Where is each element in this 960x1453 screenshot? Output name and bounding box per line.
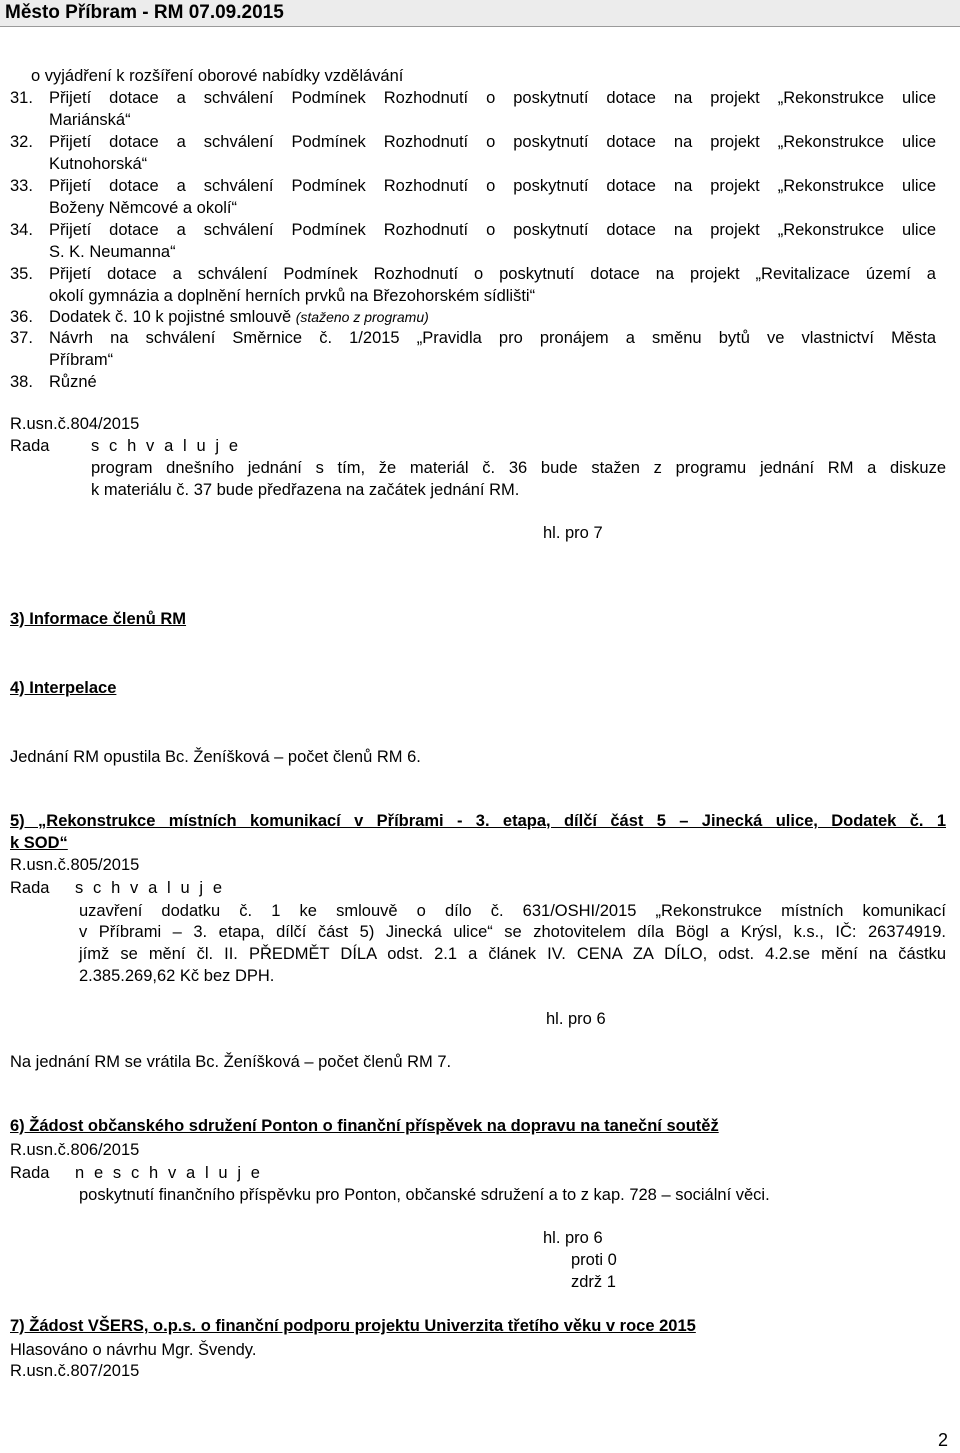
resolution-number: R.usn.č.804/2015 xyxy=(10,415,140,433)
resolution-verb: n e s c h v a l u j e xyxy=(75,1164,263,1182)
agenda-item-text: Přijetí dotace a schválení Podmínek Rozhodnutí o poskytnutí dotace na projekt „Rekonstrukce ulice xyxy=(49,133,936,151)
agenda-item-text: Přijetí dotace a schválení Podmínek Rozhodnutí o poskytnutí dotace na projekt „Revitalizace území a xyxy=(49,265,936,283)
voting-note: Hlasováno o návrhu Mgr. Švendy. xyxy=(10,1341,257,1359)
agenda-item-text-cont: okolí gymnázia a doplnění herních prvků na Březohorském sídlišti“ xyxy=(49,287,536,305)
section-heading: 3) Informace členů RM xyxy=(10,610,187,628)
agenda-item-number: 32. xyxy=(10,133,33,151)
agenda-item-number: 33. xyxy=(10,177,33,195)
resolution-number: R.usn.č.805/2015 xyxy=(10,856,140,874)
attendance-note: Jednání RM opustila Bc. Ženíšková – počet členů RM 6. xyxy=(10,748,421,766)
agenda-item-number: 37. xyxy=(10,329,33,347)
agenda-item-text-cont: S. K. Neumanna“ xyxy=(49,243,176,261)
section-heading-cont: k SOD“ xyxy=(10,834,68,852)
agenda-item-text-cont: Kutnohorská“ xyxy=(49,155,148,173)
resolution-verb: s c h v a l u j e xyxy=(91,437,241,455)
resolution-body: Rada xyxy=(10,437,50,455)
vote-result: hl. pro 7 xyxy=(543,524,603,542)
agenda-item-text-cont: Boženy Němcové a okolí“ xyxy=(49,199,238,217)
agenda-item-text: Návrh na schválení Směrnice č. 1/2015 „Pravidla pro pronájem a směnu bytů ve vlastnictví Města xyxy=(49,329,936,347)
resolution-text-cont: 2.385.269,62 Kč bez DPH. xyxy=(79,967,275,985)
resolution-number: R.usn.č.806/2015 xyxy=(10,1141,140,1159)
section-heading: 6) Žádost občanského sdružení Ponton o finanční příspěvek na dopravu na taneční soutěž xyxy=(10,1117,719,1135)
vote-result: hl. pro 6 xyxy=(546,1010,606,1028)
page-number: 2 xyxy=(937,1430,948,1450)
resolution-text-cont: jímž se mění čl. II. PŘEDMĚT DÍLA odst. 2.1 a článek IV. CENA ZA DÍLO, odst. 4.2.se mění na částku xyxy=(79,945,946,963)
section-heading: 7) Žádost VŠERS, o.p.s. o finanční podporu projektu Univerzita třetího věku v roce 2015 xyxy=(10,1317,696,1335)
vote-result: hl. pro 6 xyxy=(543,1229,603,1247)
agenda-item-36-note: (staženo z programu) xyxy=(295,309,429,325)
document-title: Město Příbram - RM 07.09.2015 xyxy=(5,2,284,23)
agenda-item-text-cont: Příbram“ xyxy=(49,351,114,369)
agenda-item-36-text: Dodatek č. 10 k pojistné smlouvě xyxy=(49,308,292,326)
resolution-verb: s c h v a l u j e xyxy=(75,879,225,897)
agenda-item-text: Přijetí dotace a schválení Podmínek Rozhodnutí o poskytnutí dotace na projekt „Rekonstrukce ulice xyxy=(49,177,936,195)
resolution-body: Rada xyxy=(10,879,50,897)
agenda-item-number: 38. xyxy=(10,373,33,391)
resolution-text: program dnešního jednání s tím, že materiál č. 36 bude stažen z programu jednání RM a diskuze xyxy=(91,459,946,477)
agenda-item-number: 31. xyxy=(10,89,33,107)
agenda-item-text: Různé xyxy=(49,373,97,391)
agenda-item-text: Přijetí dotace a schválení Podmínek Rozhodnutí o poskytnutí dotace na projekt „Rekonstrukce ulice xyxy=(49,221,936,239)
resolution-number: R.usn.č.807/2015 xyxy=(10,1362,140,1380)
attendance-note: Na jednání RM se vrátila Bc. Ženíšková – počet členů RM 7. xyxy=(10,1053,452,1071)
document-header xyxy=(0,0,960,27)
vote-abstain: zdrž 1 xyxy=(571,1273,616,1291)
resolution-text: uzavření dodatku č. 1 ke smlouvě o dílo č. 631/OSHI/2015 „Rekonstrukce místních komunikací xyxy=(79,902,946,920)
resolution-text: poskytnutí finančního příspěvku pro Ponton, občanské sdružení a to z kap. 728 – sociální věci. xyxy=(79,1186,770,1204)
agenda-item-text xyxy=(49,306,429,328)
agenda-item-text-cont: Mariánská“ xyxy=(49,111,131,129)
resolution-text-cont: k materiálu č. 37 bude předřazena na začátek jednání RM. xyxy=(91,481,520,499)
section-heading: 5) „Rekonstrukce místních komunikací v Příbrami - 3. etapa, dílčí část 5 – Jinecká ulice, Dodatek č. 1 xyxy=(10,812,946,830)
resolution-text-cont: v Příbrami – 3. etapa, dílčí část 5) Jinecká ulice“ se zhotovitelem díla Bögl a Krýsl, k.s., IČ: 26374919. xyxy=(79,923,946,941)
resolution-body: Rada xyxy=(10,1164,50,1182)
agenda-item-number: 36. xyxy=(10,308,33,326)
agenda-item-number: 34. xyxy=(10,221,33,239)
vote-against: proti 0 xyxy=(571,1251,617,1269)
agenda-item-number: 35. xyxy=(10,265,33,283)
agenda-item-text: Přijetí dotace a schválení Podmínek Rozhodnutí o poskytnutí dotace na projekt „Rekonstrukce ulice xyxy=(49,89,936,107)
agenda-item-30-continued: o vyjádření k rozšíření oborové nabídky vzdělávání xyxy=(31,67,404,85)
section-heading: 4) Interpelace xyxy=(10,679,117,697)
